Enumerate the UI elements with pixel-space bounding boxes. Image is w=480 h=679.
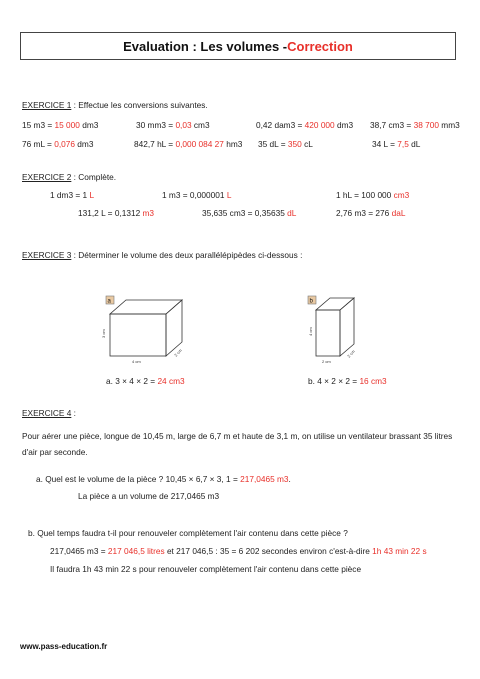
ex2-label: EXERCICE 2 bbox=[22, 172, 72, 182]
answer: cm3 bbox=[393, 190, 410, 200]
ex2-item: 1 dm3 = 1 L bbox=[50, 190, 95, 200]
answer: 0,03 bbox=[175, 120, 192, 130]
answer: 1h 43 min 22 s bbox=[372, 546, 427, 556]
ex2-item: 131,2 L = 0,1312 m3 bbox=[78, 208, 155, 218]
ex2-heading bbox=[22, 172, 116, 182]
ex3-label: EXERCICE 3 bbox=[22, 250, 72, 260]
figure-b-dim-length: 2 cm bbox=[322, 359, 331, 364]
answer: 217,0465 m3 bbox=[240, 474, 289, 484]
answer: 16 cm3 bbox=[359, 376, 387, 386]
ex3-instruction: : Déterminer le volume des deux parallélépipèdes ci-dessous : bbox=[71, 250, 303, 260]
ex4-label: EXERCICE 4 bbox=[22, 408, 72, 418]
answer: 0,000 084 27 bbox=[175, 139, 224, 149]
answer: 350 bbox=[287, 139, 302, 149]
ex3-answer-b: b. 4 × 2 × 2 = 16 cm3 bbox=[308, 376, 387, 386]
ex4-answer-b-calc: 217,0465 m3 = 217 046,5 litres et 217 046,5 : 35 = 6 202 secondes environ c'est-à-dire 1h 43 min 22 s bbox=[50, 546, 427, 556]
ex4-question-a: a. Quel est le volume de la pièce ? 10,45 × 6,7 × 3, 1 = 217,0465 m3. bbox=[36, 474, 291, 484]
answer: 217 046,5 litres bbox=[107, 546, 165, 556]
page-title bbox=[20, 32, 456, 60]
ex4-paragraph-line2: d'air par seconde. bbox=[22, 447, 88, 457]
ex1-item: 0,42 dam3 = 420 000 dm3 bbox=[256, 120, 354, 130]
ex1-item: 34 L = 7,5 dL bbox=[372, 139, 421, 149]
answer: L bbox=[226, 190, 232, 200]
answer: m3 bbox=[142, 208, 155, 218]
ex4-answer-b-sentence: Il faudra 1h 43 min 22 s pour renouveler complètement l'air contenu dans cette pièce bbox=[50, 564, 362, 574]
ex4-paragraph-line1: Pour aérer une pièce, longue de 10,45 m, large de 6,7 m et haute de 3,1 m, on utilise un ventilateur brassant 35 litres bbox=[22, 431, 453, 441]
figure-a-dim-height: 3 cm bbox=[101, 329, 106, 338]
answer: 24 cm3 bbox=[157, 376, 185, 386]
ex1-item: 842,7 hL = 0,000 084 27 hm3 bbox=[134, 139, 243, 149]
ex1-label: EXERCICE 1 bbox=[22, 100, 72, 110]
ex1-item: 38,7 cm3 = 38 700 mm3 bbox=[370, 120, 460, 130]
ex1-item: 30 mm3 = 0,03 cm3 bbox=[136, 120, 210, 130]
ex2-item: 1 m3 = 0,000001 L bbox=[162, 190, 232, 200]
figure-b-tag: b bbox=[309, 298, 313, 305]
ex2-instruction: : Complète. bbox=[71, 172, 117, 182]
ex1-item: 15 m3 = 15 000 dm3 bbox=[22, 120, 99, 130]
figure-a-dim-length: 4 cm bbox=[132, 359, 141, 364]
answer: dL bbox=[287, 208, 297, 218]
ex1-item: 35 dL = 350 cL bbox=[258, 139, 313, 149]
figure-a-tag: a bbox=[107, 298, 111, 305]
answer: L bbox=[89, 190, 95, 200]
ex4-heading bbox=[22, 408, 76, 418]
figure-b-dim-height: 4 cm bbox=[308, 327, 313, 336]
ex4-answer-a-sentence: La pièce a un volume de 217,0465 m3 bbox=[78, 491, 220, 501]
ex2-item: 35,635 cm3 = 0,35635 dL bbox=[202, 208, 297, 218]
title-main: Evaluation : Les volumes - bbox=[123, 38, 288, 54]
footer-url[interactable]: www.pass-education.fr bbox=[20, 642, 108, 651]
answer: 420 000 bbox=[304, 120, 335, 130]
figure-b-box bbox=[302, 290, 372, 370]
answer: 7,5 bbox=[397, 139, 409, 149]
ex3-heading bbox=[22, 250, 302, 260]
ex1-heading bbox=[22, 100, 208, 110]
answer: 38 700 bbox=[413, 120, 439, 130]
ex2-item: 1 hL = 100 000 cm3 bbox=[336, 190, 410, 200]
ex2-item: 2,76 m3 = 276 daL bbox=[336, 208, 406, 218]
ex1-instruction: : Effectue les conversions suivantes. bbox=[71, 100, 208, 110]
answer: 0,076 bbox=[54, 139, 75, 149]
figure-a-dim-width: 2 cm bbox=[173, 347, 183, 358]
ex1-item: 76 mL = 0,076 dm3 bbox=[22, 139, 94, 149]
answer: 15 000 bbox=[54, 120, 80, 130]
ex3-answer-a: a. 3 × 4 × 2 = 24 cm3 bbox=[106, 376, 185, 386]
title-correction: Correction bbox=[287, 38, 353, 54]
figure-b-dim-width: 2 cm bbox=[346, 348, 356, 359]
answer: daL bbox=[391, 208, 406, 218]
ex4-question-b: b. Quel temps faudra t-il pour renouveler complètement l'air contenu dans cette pièce ? bbox=[28, 528, 348, 538]
ex4-instruction: : bbox=[71, 408, 76, 418]
figure-a-box bbox=[100, 290, 200, 370]
